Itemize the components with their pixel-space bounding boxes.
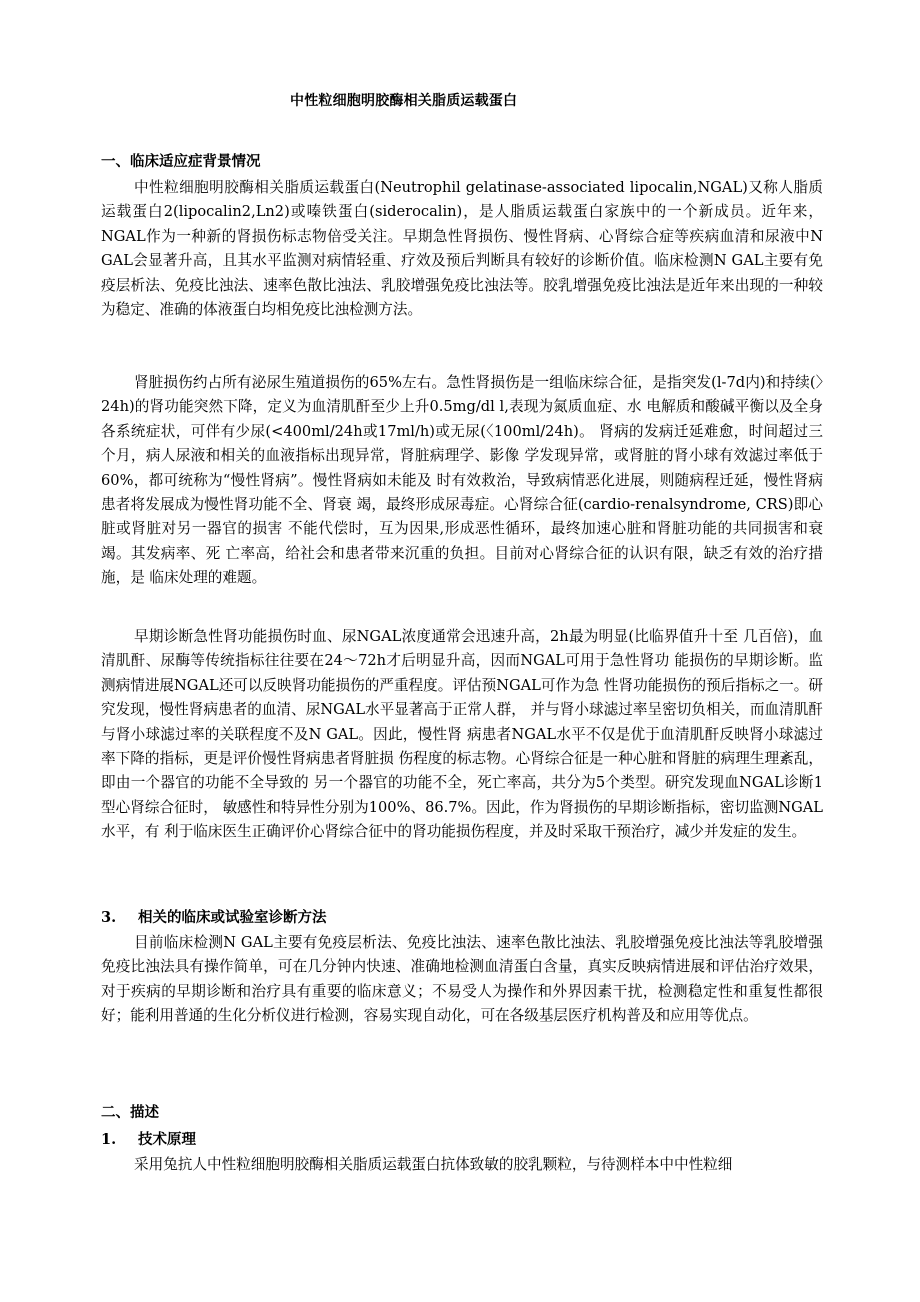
section-2-heading: 二、描述 bbox=[101, 1105, 159, 1121]
subsection-1-paragraph: 采用兔抗人中性粒细胞明胶酶相关脂质运载蛋白抗体致敏的胶乳颗粒，与待测样本中中性粒细 bbox=[134, 1156, 733, 1173]
document-title: 中性粒细胞明胶酶相关脂质运载蛋白 bbox=[290, 93, 518, 109]
section-1-paragraph-3: 早期诊断急性肾功能损伤时血、尿NGAL浓度通常会迅速升高，2h最为明显(比临界值升十至 几百倍)，血清肌酐、尿酶等传统指标往往要在24〜72h才后明显升高，因而NGAL可用于急性肾功 能损伤的早期诊断。监测病情进展NGAL还可以反映肾功能损伤的严重程度。评估预NGAL可作为急 性肾功能损伤的预后指标之一。研究发现，慢性肾病患者的血清、尿NGAL水平显著高于正常人群， 并与肾小球滤过率呈密切负相关，而血清肌酐与肾小球滤过率的关联程度不及N GAL。因此，慢性肾 病患者NGAL水平不仅是优于血清肌酐反映肾小球滤过率下降的指标，更是评价慢性肾病患者肾脏损 伤程度的标志物。心肾综合征是一种心脏和肾脏的病理生理紊乱，即由一个器官的功能不全导致的 另一个器官的功能不全，死亡率高，共分为5个类型。研究发现血NGAL诊断1型心肾综合征时， 敏感性和特异性分别为100%、86.7%。因此，作为肾损伤的早期诊断指标，密切监测NGAL水平，有 利于临床医生正确评价心肾综合征中的肾功能损伤程度，并及时采取干预治疗，减少并发症的发生。 bbox=[101, 628, 823, 841]
section-1-paragraph-2: 肾脏损伤约占所有泌尿生殖道损伤的65%左右。急性肾损伤是一组临床综合征，是指突发(l-7d内)和持续(〉24h)的肾功能突然下降，定义为血清肌酐至少上升0.5mg/dl l,表现为氮质血症、水 电解质和酸碱平衡以及全身各系统症状，可伴有少尿(<400ml/24h或17ml/h)或无尿(〈100ml/24h)。 肾病的发病迁延难愈，时间超过三个月，病人尿液和相关的血液指标出现异常，肾脏病理学、影像 学发现异常，或肾脏的肾小球有效滤过率低于60%，都可统称为“慢性肾病”。慢性肾病如未能及 时有效救治，导致病情恶化进展，则随病程迁延，慢性肾病患者将发展成为慢性肾功能不全、肾衰 竭，最终形成尿毒症。心肾综合征(cardio-renalsyndrome, CRS)即心脏或肾脏对另一器官的损害 不能代偿时，互为因果,形成恶性循环，最终加速心脏和肾脏功能的共同损害和衰竭。其发病率、死 亡率高，给社会和患者带来沉重的负担。目前对心肾综合征的认识有限，缺乏有效的治疗措施，是 临床处理的难题。 bbox=[101, 374, 823, 587]
section-1-paragraph-1: 中性粒细胞明胶酶相关脂质运载蛋白(Neutrophil gelatinase-associated lipocalin,NGAL)又称人脂质运载蛋白2(lipocalin2,Ln2)或嗪铁蛋白(siderocalin)，是人脂质运载蛋白家族中的一个新成员。近年来，NGAL作为一种新的肾损伤标志物倍受关注。早期急性肾损伤、慢性肾病、心肾综合症等疾病血清和尿液中N GAL会显著升高，且其水平监测对病情轻重、疗效及预后判断具有较好的诊断价值。临床检测N GAL主要有免疫层析法、免疫比浊法、速率色散比浊法、乳胶增强免疫比浊法等。胶乳增强免疫比浊法是近年来出现的一种较为稳定、准确的体液蛋白均相免疫比浊检测方法。 bbox=[101, 179, 823, 319]
subsection-1-title: 技术原理 bbox=[138, 1132, 196, 1148]
subsection-1-number: 1. bbox=[101, 1131, 117, 1148]
section-1-heading: 一、临床适应症背景情况 bbox=[101, 154, 261, 170]
section-3-paragraph: 目前临床检测N GAL主要有免疫层析法、免疫比浊法、速率色散比浊法、乳胶增强免疫比浊法等乳胶增强免疫比浊法具有操作简单，可在几分钟内快速、准确地检测血清蛋白含量，真实反映病情进展和评估治疗效果，对于疾病的早期诊断和治疗具有重要的临床意义；不易受人为操作和外界因素干扰，检测稳定性和重复性都很好；能利用普通的生化分析仪进行检测，容易实现自动化，可在各级基层医疗机构普及和应用等优点。 bbox=[101, 934, 823, 1025]
section-3-number: 3. bbox=[101, 909, 117, 926]
subsection-1-heading bbox=[101, 1128, 196, 1149]
section-3-title: 相关的临床或试验室诊断方法 bbox=[138, 910, 327, 926]
section-3-heading bbox=[101, 906, 327, 927]
